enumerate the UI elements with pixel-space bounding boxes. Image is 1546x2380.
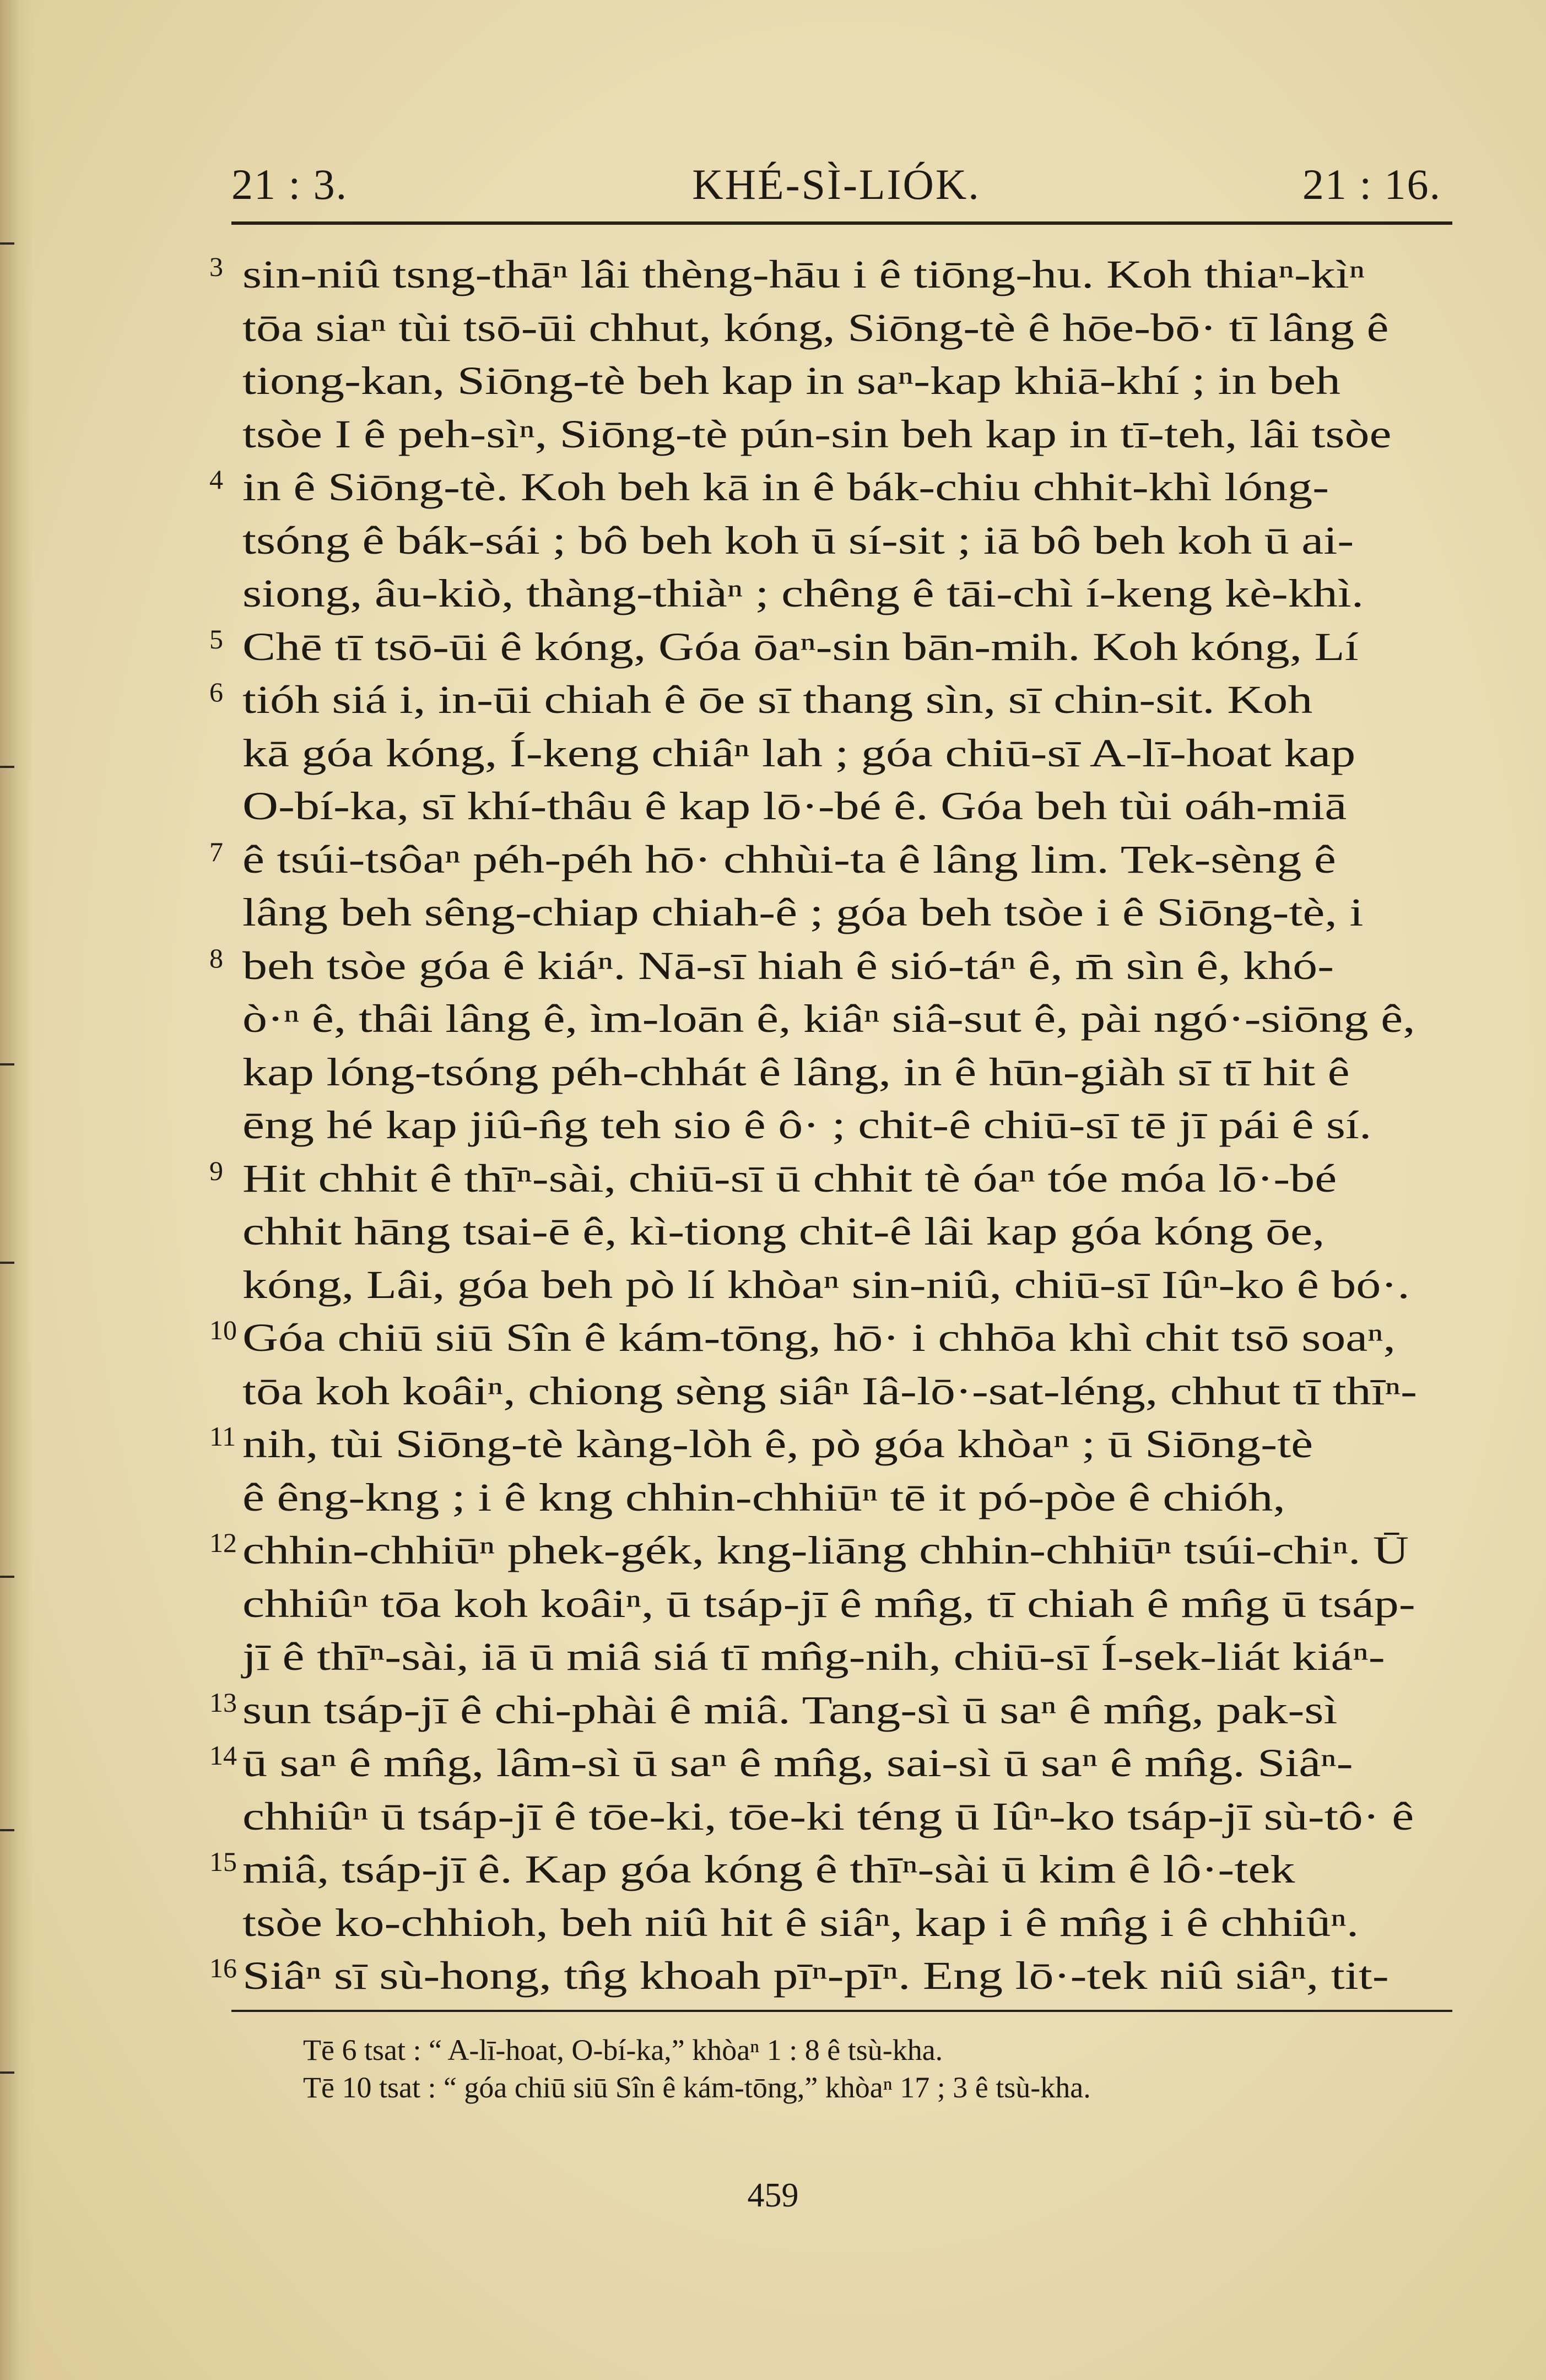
- line-text: lâng beh sêng-chiap chiah-ê ; góa beh tsòe i ê Siōng-tè, i: [242, 890, 1364, 934]
- line-text: kā góa kóng, Í-keng chiâⁿ lah ; góa chiū-sī A-lī-hoat kap: [242, 731, 1356, 775]
- verse-number: 14: [209, 1740, 237, 1771]
- text-line: [209, 461, 1455, 514]
- text-line: [242, 1099, 1455, 1152]
- margin-mark: [0, 1576, 14, 1578]
- margin-mark: [0, 242, 14, 245]
- margin-mark: [0, 766, 14, 768]
- verse-number: 3: [209, 251, 223, 282]
- verse-number: 10: [209, 1315, 237, 1345]
- text-line: [209, 1949, 1455, 2003]
- text-line: [209, 1418, 1455, 1471]
- text-line: [242, 1790, 1455, 1843]
- header-rule: [231, 221, 1452, 225]
- line-text: ū saⁿ ê mn̂g, lâm-sì ū saⁿ ê mn̂g, sai-sì ū saⁿ ê mn̂g. Siâⁿ-: [242, 1741, 1353, 1785]
- text-line: [242, 408, 1455, 461]
- line-text: chhin-chhiūⁿ phek-gék, kng-liāng chhin-chhiūⁿ tsúi-chiⁿ. Ū: [242, 1528, 1409, 1572]
- line-text: chhiûⁿ ū tsáp-jī ê tōe-ki, tōe-ki téng ū Iûⁿ-ko tsáp-jī sù-tô· ê: [242, 1794, 1414, 1838]
- line-text: O-bí-ka, sī khí-thâu ê kap lō·-bé ê. Góa beh tùi oáh-miā: [242, 784, 1347, 828]
- line-text: ò·ⁿ ê, thâi lâng ê, ìm-loān ê, kiâⁿ siâ-sut ê, pài ngó·-siōng ê,: [242, 997, 1415, 1041]
- text-line: [209, 620, 1455, 674]
- line-text: nih, tùi Siōng-tè kàng-lòh ê, pò góa khòaⁿ ; ū Siōng-tè: [242, 1422, 1313, 1466]
- verse-number: 9: [209, 1155, 223, 1186]
- text-line: [242, 1258, 1455, 1312]
- page-number: 459: [747, 2177, 799, 2214]
- verse-number: 4: [209, 464, 223, 495]
- margin-mark: [0, 1262, 14, 1264]
- verse-number: 12: [209, 1527, 237, 1558]
- text-line: [209, 833, 1455, 886]
- line-text: miâ, tsáp-jī ê. Kap góa kóng ê thīⁿ-sài ū kim ê lô·-tek: [242, 1847, 1295, 1891]
- verse-number: 11: [209, 1421, 236, 1452]
- verse-number: 7: [209, 836, 223, 867]
- text-line: [242, 1205, 1455, 1258]
- line-text: tsòe I ê peh-sìⁿ, Siōng-tè pún-sin beh kap in tī-teh, lâi tsòe: [242, 412, 1392, 456]
- line-text: tōa siaⁿ tùi tsō-ūi chhut, kóng, Siōng-tè ê hōe-bō· tī lâng ê: [242, 305, 1389, 350]
- line-text: kap lóng-tsóng péh-chhát ê lâng, in ê hūn-giàh sī tī hit ê: [242, 1050, 1350, 1094]
- text-line: [209, 1737, 1455, 1790]
- header-right-reference: 21 : 16.: [1302, 160, 1441, 208]
- binding-edge: [0, 0, 33, 2380]
- text-line: [209, 939, 1455, 993]
- line-text: tsòe ko-chhioh, beh niû hit ê siâⁿ, kap i ê mn̂g i ê chhiûⁿ.: [242, 1900, 1359, 1945]
- text-line: [242, 354, 1455, 408]
- header-book-title: KHÉ-SÌ-LIÓK.: [692, 160, 981, 208]
- verse-number: 16: [209, 1952, 237, 1983]
- line-text: Siâⁿ sī sù-hong, tn̂g khoah pīⁿ-pīⁿ. Eng lō·-tek niû siâⁿ, tit-: [242, 1954, 1389, 1998]
- footnote: Tē 10 tsat : “ góa chiū siū Sîn ê kám-tōng,” khòaⁿ 17 ; 3 ê tsù-kha.: [303, 2071, 1091, 2104]
- text-line: [242, 992, 1455, 1046]
- text-line: [242, 1046, 1455, 1099]
- footnote-rule: [231, 2010, 1452, 2012]
- text-line: [209, 1843, 1455, 1896]
- line-text: ê êng-kng ; i ê kng chhin-chhiūⁿ tē it pó-pòe ê chióh,: [242, 1475, 1285, 1519]
- text-line: [209, 1152, 1455, 1205]
- line-text: siong, âu-kiò, thàng-thiàⁿ ; chêng ê tāi-chì í-keng kè-khì.: [242, 571, 1364, 615]
- header-left-reference: 21 : 3.: [231, 160, 348, 208]
- text-line: [242, 1365, 1455, 1418]
- line-text: tióh siá i, in-ūi chiah ê ōe sī thang sìn, sī chin-sit. Koh: [242, 678, 1313, 722]
- line-text: beh tsòe góa ê kiáⁿ. Nā-sī hiah ê sió-táⁿ ê, m̄ sìn ê, khó-: [242, 943, 1334, 988]
- line-text: Chē tī tsō-ūi ê kóng, Góa ōaⁿ-sin bān-mih. Koh kóng, Lí: [242, 624, 1359, 669]
- line-text: in ê Siōng-tè. Koh beh kā in ê bák-chiu chhit-khì lóng-: [242, 465, 1329, 509]
- text-line: [242, 1630, 1455, 1684]
- text-line: [242, 780, 1455, 833]
- line-text: Hit chhit ê thīⁿ-sài, chiū-sī ū chhit tè óaⁿ tóe móa lō·-bé: [242, 1156, 1337, 1200]
- text-line: [209, 1684, 1455, 1737]
- margin-mark: [0, 1063, 14, 1065]
- text-line: [242, 567, 1455, 620]
- margin-mark: [0, 1829, 14, 1831]
- line-text: jī ê thīⁿ-sài, iā ū miâ siá tī mn̂g-nih, chiū-sī Í-sek-liát kiáⁿ-: [242, 1635, 1385, 1679]
- line-text: sun tsáp-jī ê chi-phài ê miâ. Tang-sì ū saⁿ ê mn̂g, pak-sì: [242, 1687, 1338, 1732]
- line-text: tōa koh koâiⁿ, chiong sèng siâⁿ Iâ-lō·-sat-léng, chhut tī thīⁿ-: [242, 1368, 1418, 1413]
- verse-number: 6: [209, 677, 223, 707]
- line-text: chhiûⁿ tōa koh koâiⁿ, ū tsáp-jī ê mn̂g, tī chiah ê mn̂g ū tsáp-: [242, 1581, 1415, 1626]
- text-line: [242, 1471, 1455, 1524]
- text-line: [242, 301, 1455, 355]
- text-line: [209, 248, 1455, 301]
- text-line: [209, 1311, 1455, 1365]
- line-text: ê tsúi-tsôaⁿ péh-péh hō· chhùi-ta ê lâng lim. Tek-sèng ê: [242, 837, 1336, 881]
- text-line: [242, 514, 1455, 567]
- line-text: Góa chiū siū Sîn ê kám-tōng, hō· i chhōa khì chit tsō soaⁿ,: [242, 1316, 1396, 1360]
- margin-mark: [0, 2071, 14, 2074]
- text-line: [242, 1577, 1455, 1631]
- text-line: [209, 1524, 1455, 1577]
- text-line: [242, 886, 1455, 939]
- verse-number: 15: [209, 1846, 237, 1877]
- verse-number: 8: [209, 942, 223, 973]
- verse-number: 13: [209, 1686, 237, 1718]
- scripture-text: [209, 248, 1455, 2003]
- line-text: sin-niû tsng-thāⁿ lâi thèng-hāu i ê tiōng-hu. Koh thiaⁿ-kìⁿ: [242, 252, 1365, 296]
- line-text: kóng, Lâi, góa beh pò lí khòaⁿ sin-niû, chiū-sī Iûⁿ-ko ê bó·.: [242, 1262, 1410, 1307]
- text-line: [242, 1896, 1455, 1950]
- line-text: tiong-kan, Siōng-tè beh kap in saⁿ-kap khiā-khí ; in beh: [242, 359, 1340, 403]
- verse-number: 5: [209, 623, 223, 654]
- footnote: Tē 6 tsat : “ A-lī-hoat, O-bí-ka,” khòaⁿ 1 : 8 ê tsù-kha.: [303, 2033, 943, 2067]
- line-text: tsóng ê bák-sái ; bô beh koh ū sí-sit ; iā bô beh koh ū ai-: [242, 518, 1354, 562]
- text-line: [209, 673, 1455, 727]
- line-text: chhit hāng tsai-ē ê, kì-tiong chit-ê lâi kap góa kóng ōe,: [242, 1209, 1325, 1253]
- text-line: [242, 727, 1455, 780]
- running-header: [231, 160, 1441, 215]
- line-text: ēng hé kap jiû-n̂g teh sio ê ô· ; chit-ê chiū-sī tē jī pái ê sí.: [242, 1103, 1372, 1147]
